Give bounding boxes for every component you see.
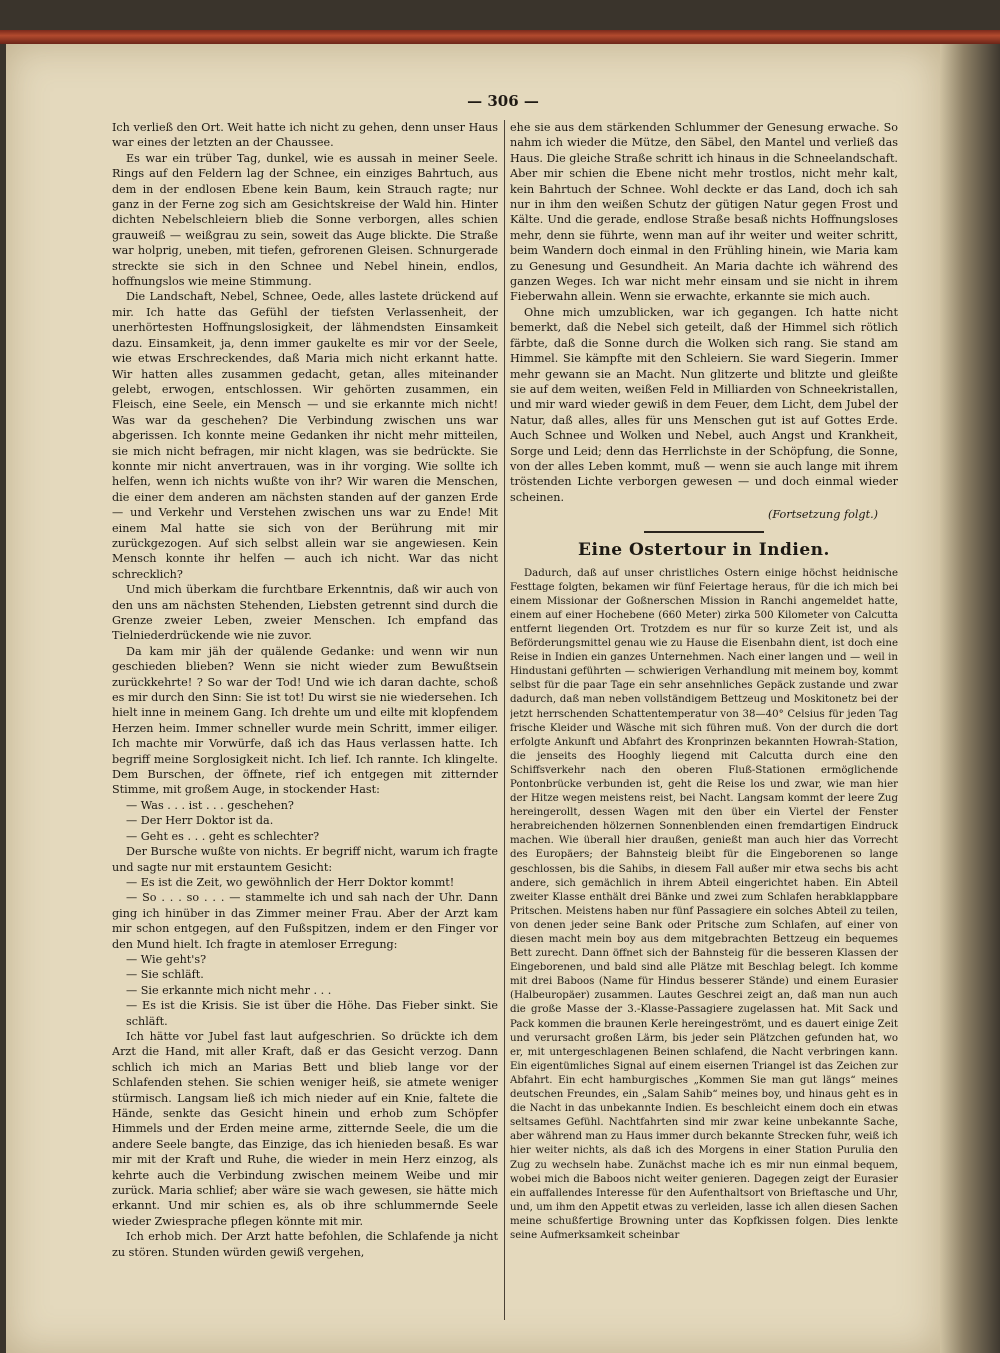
paragraph: Da kam mir jäh der quälende Gedanke: und wenn wir nun geschieden blieben? Wenn sie nicht wieder zum Bewußtsein zurückkehrte! ? So war der Tod! Und wie ich daran dachte, schoß es mir durch den Sinn: Sie ist tot! Du wirst sie nie wiedersehen. Ich hielt inne in meinem Gang. Ich drehte um und eilte mit klopfendem Herzen heim. Immer schneller wurde mein Schritt, immer eiliger. Ich machte mir Vorwürfe, daß ich das Haus verlassen hatte. Ich begriff meine Sorglosigkeit nicht. Ich lief. Ich rannte. Ich klingelte. Dem Burschen, der öffnete, rief ich entgegen mit zitternder Stimme, mit großem Auge, in stockender Hast: (112, 644, 498, 797)
right-column (510, 120, 898, 1350)
dialog-line: — Sie schläft. (126, 968, 204, 982)
paragraph: Und mich überkam die furchtbare Erkenntnis, daß wir auch von den uns am nächsten Stehenden, Liebsten getrennt sind durch die Grenze zweier Leben, zweier Menschen. Ich empfand das Tielniederdrückende wie nie zuvor. (112, 583, 498, 643)
paragraph: Ohne mich umzublicken, war ich gegangen. Ich hatte nicht bemerkt, daß die Nebel sich geteilt, daß der Himmel sich rötlich färbte, daß die Sonne durch die Wolken sich rang. Sie stand am Himmel. Sie kämpfte mit den Schleiern. Sie ward Siegerin. Immer mehr gewann sie an Macht. Nun glitzerte und blitzte und gleißte sie auf dem weiten, weißen Feld in Milliarden von Schneekristallen, und mir ward wieder gewiß in dem Feuer, dem Licht, dem Jubel der Natur, daß alles, alles für uns Menschen gut ist auf Gottes Erde. Auch Schnee und Wolken und Nebel, auch Angst und Krankheit, Sorge und Leid; denn das Herrlichste in der Schöpfung, die Sonne, von der alles Leben kommt, muß — wenn sie auch lange mit ihrem tröstenden Lichte verborgen gewesen — und doch einmal wieder scheinen. (510, 305, 898, 504)
column-rule (504, 120, 505, 1320)
book-binding (0, 30, 1000, 44)
paragraph: Ich erhob mich. Der Arzt hatte befohlen, die Schlafende ja nicht zu stören. Stunden würden gewiß vergehen, (112, 1230, 498, 1259)
dialog-line: — Es ist die Krisis. Sie ist über die Höhe. Das Fieber sinkt. Sie schläft. (126, 999, 498, 1028)
paragraph: Es war ein trüber Tag, dunkel, wie es aussah in meiner Seele. Rings auf den Feldern lag der Schnee, ein einziges Bahrtuch, aus dem in der endlosen Ebene kein Baum, kein Strauch ragte; nur ganz in der Ferne zog sich am Gesichtskreise der Wald hin. Hinter dichten Nebelschleiern blieb die Sonne verborgen, alles schien grauweiß — weißgrau zu sein, soweit das Auge blickte. Die Straße war holprig, uneben, mit tiefen, gefrorenen Gleisen. Schnurgerade streckte sie sich in den Schnee und Nebel hinein, endlos, hoffnungslos wie meine Stimmung. (112, 151, 498, 289)
paragraph: — So . . . so . . . — stammelte ich und sah nach der Uhr. Dann ging ich hinüber in das Zimmer meiner Frau. Aber der Arzt kam mir schon entgegen, auf den Fußspitzen, indem er den Finger vor den Mund hielt. Ich fragte in atemloser Erregung: (112, 891, 498, 951)
dialog-line: — Was . . . ist . . . geschehen? (126, 798, 294, 812)
paragraph: ehe sie aus dem stärkenden Schlummer der Genesung erwache. So nahm ich wieder die Mütze, den Säbel, den Mantel und verließ das Haus. Die gleiche Straße schritt ich hinaus in die Schneelandschaft. Aber mir schien die Ebene nicht mehr trostlos, nicht mehr kalt, kein Bahrtuch der Schnee. Wohl deckte er das Land, doch ich sah nur in ihm den weißen Schutz der gütigen Natur gegen Frost und Kälte. Und die gerade, endlose Straße besaß nichts Hoffnungsloses mehr, denn sie führte, wenn man auf ihr weiter und weiter schritt, beim Wandern doch einmal in den Frühling hinein, wie Maria kam zu Genesung und Gesundheit. An Maria dachte ich während des ganzen Weges. Ich war nicht mehr einsam und sie nicht in ihrem Fieberwahn allein. Wenn sie erwachte, erkannte sie mich auch. (510, 121, 898, 304)
article-title: Eine Ostertour in Indien. (578, 539, 830, 560)
paragraph: Der Bursche wußte von nichts. Er begriff nicht, warum ich fragte und sagte nur mit erstauntem Gesicht: (112, 845, 498, 874)
dialog-line: — Wie geht's? (126, 952, 207, 966)
page-edge-shadow (940, 44, 1000, 1353)
dialog-line: — Sie erkannte mich nicht mehr . . . (126, 983, 332, 997)
paragraph: — Es ist die Zeit, wo gewöhnlich der Herr Doktor kommt! (126, 875, 455, 889)
paragraph: Ich hätte vor Jubel fast laut aufgeschrien. So drückte ich dem Arzt die Hand, mit aller Kraft, daß er das Gesicht verzog. Dann schlich ich mich an Marias Bett und blieb lange vor der Schlafenden stehen. Sie schien weniger heiß, sie atmete weniger stürmisch. Langsam ließ ich mich nieder auf ein Knie, faltete die Hände, senkte das Gesicht hinein und erhob zum Schöpfer Himmels und der Erden meine arme, zitternde Seele, die um die andere Seele bangte, das Einzige, das ich hienieden besaß. Es war mir mit der Kraft und Ruhe, die wieder in mein Herz einzog, als kehrte auch die Verbindung zwischen meinem Weibe und mir zurück. Maria schlief; aber wäre sie wach gewesen, sie hätte mich erkannt. Und mir schien es, als ob ihre schlummernde Seele wieder Zwiesprache pflegen könnte mit mir. (112, 1029, 498, 1228)
paragraph: Ich verließ den Ort. Weit hatte ich nicht zu gehen, denn unser Haus war eines der letzten an der Chaussee. (112, 121, 498, 150)
continuation-note: (Fortsetzung folgt.) (767, 508, 878, 522)
dialog-line: — Geht es . . . geht es schlechter? (126, 829, 320, 843)
dialog-line: — Der Herr Doktor ist da. (126, 814, 274, 828)
page-number: — 306 — (467, 92, 539, 110)
section-divider (644, 531, 764, 533)
left-column (112, 120, 498, 1350)
article-paragraph: Dadurch, daß auf unser christliches Ostern einige höchst heidnische Festtage folgten, bekamen wir fünf Feiertage heraus, für die ich mich bei einem Missionar der Goßnerschen Mission in Ranchi angemeldet hatte, einem auf einer Hochebene (660 Meter) zirka 500 Kilometer von Calcutta entfernt liegenden Ort. Trotzdem es nur für so kurze Zeit ist, und als Beförderungsmittel genau wie zu Hause die Eisenbahn dient, ist doch eine Reise in Indien ein ganzes Unternehmen. Nach einer langen und — weil in Hindustani geführten — schwierigen Verhandlung mit meinem boy, kommt selbst für die paar Tage ein sehr ansehnliches Gepäck zustande und zwar dadurch, daß man neben vollständigem Bettzeug und Moskitonetz bei der jetzt herrschenden Schattentemperatur von 38—40° Celsius für jeden Tag frische Kleider und Wäsche mit sich führen muß. Von der durch die dort erfolgte Ankunft und Abfahrt des Kronprinzen bekannten Howrah-Station, die jenseits des Hooghly liegend mit Calcutta durch eine den Schiffsverkehr nach den oberen Fluß-Stationen ermöglichende Pontonbrücke verbunden ist, geht die Reise los und zwar, wie man hier der Hitze wegen meistens reist, bei Nacht. Langsam kommt der leere Zug hereingerollt, dessen Wagen mit den über ein Viertel der Fenster herabreichenden hölzernen Sonnenblenden einen fremdartigen Eindruck machen. Wie überall hier draußen, genießt man auch hier das Vorrecht des Europäers; der Bahnsteig bleibt für die Eingeborenen so lange geschlossen, bis die Sahibs, in diesem Fall außer mir etwa sechs bis acht andere, sich gemächlich in ihrem Abteil eingerichtet haben. Ein Abteil zweiter Klasse enthält drei Bänke und zwei zum Schlafen herabklappbare Pritschen. Meistens haben nur fünf Passagiere ein solches Abteil zu teilen, von denen jeder seine Bank oder Pritsche zum Schlafen, auf einer von diesen macht mein boy aus dem mitgebrachten Bettzeug ein bequemes Bett zurecht. Dann öffnet sich der Bahnsteig für die besseren Klassen der Eingeborenen, und bald sind alle Plätze mit Beschlag belegt. Ich komme mit drei Baboos (Name für Hindus besserer Stände) und einem Eurasier (Halbeuropäer) zusammen. Lautes Geschrei zeigt an, daß man nun auch die große Masse der 3.-Klasse-Passagiere zugelassen hat. Mit Sack und Pack kommen die braunen Kerle hereingeströmt, und es dauert einige Zeit und verursacht großen Lärm, bis jeder sein Plätzchen gefunden hat, wo er, mit untergeschlagenen Beinen schlafend, die Nacht verbringen kann. Ein eigentümliches Signal auf einem eisernen Triangel ist das Zeichen zur Abfahrt. Ein echt hamburgisches „Kommen Sie man gut längs“ meines deutschen Freundes, ein „Salam Sahib“ meines boy, und hinaus geht es in die Nacht in das unbekannte Indien. Es beschleicht einem doch ein etwas seltsames Gefühl. Nachtfahrten sind mir zwar keine unbekannte Sache, aber während man zu Haus immer durch bekannte Strecken fuhr, weiß ich hier weiter nichts, als daß ich des Morgens in einer Station Purulia den Zug zu wechseln habe. Zunächst mache ich es mir nun einmal bequem, wobei mich die Baboos nicht weiter genieren. Dagegen zeigt der Eurasier ein auffallendes Interesse für den Aufenthaltsort von Brieftasche und Uhr, und, um ihm den Appetit etwas zu verleiden, lasse ich allen diesen Sachen meine schußfertige Browning unter das Kopfkissen folgen. Dies lenkte seine Aufmerksamkeit scheinbar (510, 567, 898, 1241)
paragraph: Die Landschaft, Nebel, Schnee, Oede, alles lastete drückend auf mir. Ich hatte das Gefühl der tiefsten Verlassenheit, der unerhörtesten Hoffnungslosigkeit, der lähmendsten Einsamkeit dazu. Einsamkeit, ja, denn immer gaukelte es mir vor der Seele, wie etwas Erschreckendes, daß Maria mich nicht erkannt hatte. Wir hatten alles zusammen gedacht, getan, alles miteinander gelebt, erwogen, entschlossen. Wir gehörten zusammen, ein Fleisch, eine Seele, ein Mensch — und sie erkannte mich nicht! Was war da geschehen? Die Verbindung zwischen uns war abgerissen. Ich konnte meine Gedanken ihr nicht mehr mitteilen, sie mich nicht befragen, mir nicht klagen, was sie bedrückte. Sie konnte mir nicht anvertrauen, was in ihr vorging. Wie sollte ich helfen, wenn ich nichts wußte von ihr? Wir waren die Menschen, die einer dem anderen am nächsten standen auf der ganzen Erde — und Verkehr und Verstehen zwischen uns war zu Ende! Mit einem Mal hatte sie sich von der Berührung mit mir zurückgezogen. Auf sich selbst allein war sie angewiesen. Kein Mensch konnte ihr helfen — auch ich nicht. War das nicht schrecklich? (112, 290, 498, 581)
